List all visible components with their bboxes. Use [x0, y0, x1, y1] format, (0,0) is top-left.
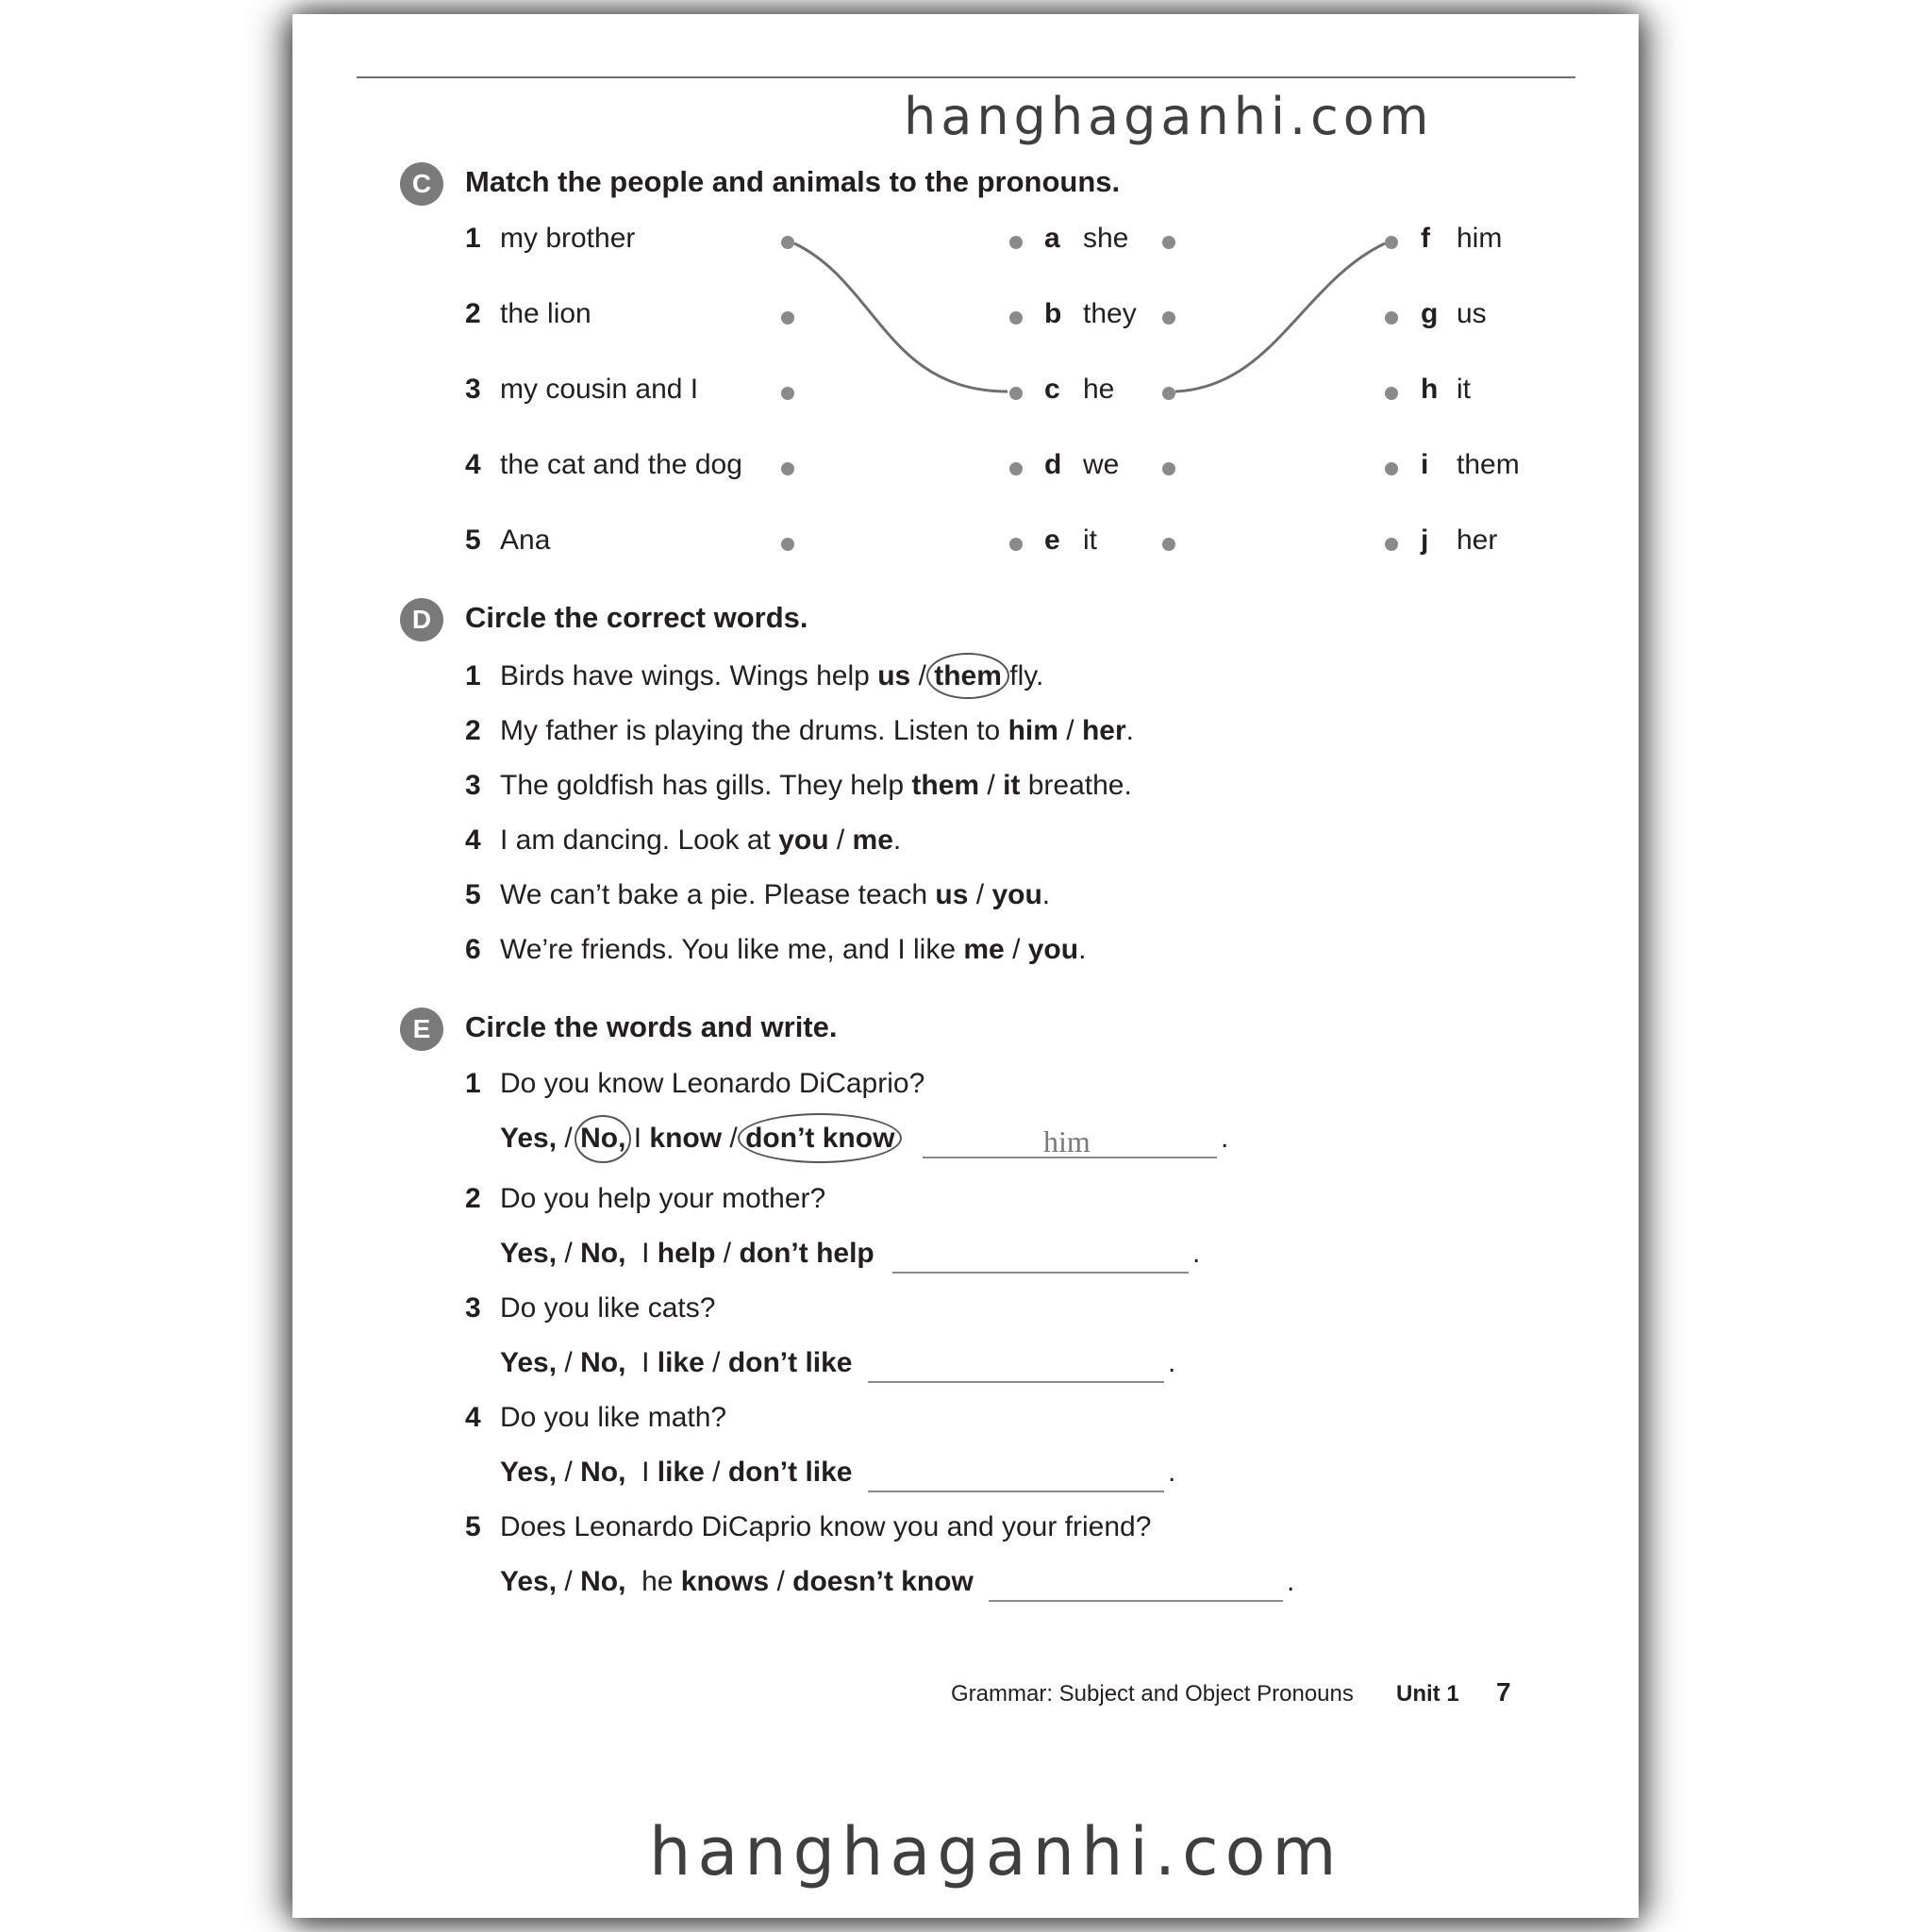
- footer-unit: Unit 1: [1396, 1681, 1459, 1707]
- watermark-top: hanghaganhi.com: [904, 87, 1434, 146]
- match-left-dot[interactable]: [781, 462, 794, 475]
- footer-topic: Grammar: Subject and Object Pronouns: [951, 1681, 1354, 1707]
- match-line-c-f: [1175, 243, 1385, 391]
- match-right-dot[interactable]: [1385, 236, 1398, 249]
- match-middle-dot-left[interactable]: [1009, 387, 1023, 400]
- option-separator: /: [968, 879, 992, 910]
- match-left-number: 5: [465, 525, 481, 556]
- sentence-end: fly.: [1001, 660, 1044, 691]
- answer-blank-line[interactable]: [868, 1381, 1164, 1383]
- match-middle-dot-right[interactable]: [1162, 387, 1175, 400]
- option-yes[interactable]: Yes,: [500, 1347, 558, 1378]
- circle-item-number: 2: [465, 715, 481, 746]
- match-left-number: 4: [465, 449, 481, 480]
- match-left-dot[interactable]: [781, 311, 794, 325]
- option-yes[interactable]: Yes,: [500, 1123, 558, 1154]
- circle-item-number: 4: [465, 824, 481, 856]
- option-separator: /: [1058, 715, 1082, 746]
- option-2[interactable]: it: [1003, 770, 1021, 801]
- option-separator: /: [828, 824, 853, 856]
- option-2[interactable]: you: [1027, 934, 1079, 965]
- option-yes[interactable]: Yes,: [500, 1238, 558, 1269]
- write-item-answer-line: [500, 1457, 853, 1489]
- write-item-number: 4: [465, 1402, 481, 1433]
- write-item-answer-line: [500, 1566, 974, 1598]
- match-left-number: 2: [465, 298, 481, 329]
- answer-blank-line[interactable]: [989, 1600, 1283, 1602]
- write-item-number: 2: [465, 1183, 481, 1214]
- option-separator: /: [557, 1123, 581, 1154]
- answer-blank-line[interactable]: [892, 1272, 1189, 1274]
- option-separator: /: [715, 1238, 740, 1269]
- match-middle-text[interactable]: it: [1083, 525, 1097, 556]
- circle-item-sentence: [500, 770, 1132, 802]
- option-2[interactable]: her: [1081, 715, 1126, 746]
- match-left-text[interactable]: my cousin and I: [500, 374, 699, 405]
- match-right-dot[interactable]: [1385, 311, 1398, 325]
- option-separator: /: [722, 1123, 746, 1154]
- option-verb-negative[interactable]: doesn’t know: [792, 1566, 974, 1597]
- match-right-text[interactable]: him: [1457, 223, 1503, 254]
- option-2[interactable]: you: [991, 879, 1042, 910]
- match-right-letter: g: [1421, 298, 1439, 329]
- option-no[interactable]: No,: [580, 1123, 625, 1154]
- match-right-text[interactable]: her: [1457, 525, 1498, 556]
- match-middle-text[interactable]: we: [1083, 449, 1120, 480]
- option-separator: /: [557, 1457, 581, 1488]
- match-middle-dot-left[interactable]: [1009, 538, 1023, 551]
- option-no[interactable]: No,: [580, 1238, 626, 1269]
- match-right-dot[interactable]: [1385, 462, 1398, 475]
- sentence-end: .: [892, 824, 902, 856]
- match-left-dot[interactable]: [781, 236, 794, 249]
- option-1[interactable]: us: [877, 660, 911, 691]
- answer-period: .: [1287, 1566, 1295, 1597]
- sentence-start: Birds have wings. Wings help: [500, 660, 878, 691]
- match-right-text[interactable]: it: [1457, 374, 1471, 405]
- option-verb-positive[interactable]: like: [657, 1347, 705, 1378]
- sentence-end: .: [1041, 879, 1051, 910]
- handwritten-answer[interactable]: him: [1043, 1124, 1091, 1158]
- match-right-text[interactable]: them: [1457, 449, 1520, 480]
- match-left-text[interactable]: the cat and the dog: [500, 449, 742, 480]
- match-right-dot[interactable]: [1385, 538, 1398, 551]
- option-verb-positive[interactable]: knows: [680, 1566, 770, 1597]
- sentence-end: .: [1125, 715, 1134, 746]
- option-separator: /: [1004, 934, 1028, 965]
- match-left-text[interactable]: the lion: [500, 298, 591, 329]
- match-left-dot[interactable]: [781, 538, 794, 551]
- match-middle-letter: e: [1044, 525, 1060, 556]
- match-middle-dot-right[interactable]: [1162, 236, 1175, 249]
- sentence-end: breathe.: [1020, 770, 1132, 801]
- circle-item-sentence: [500, 824, 901, 857]
- write-item-number: 1: [465, 1068, 481, 1099]
- match-middle-dot-left[interactable]: [1009, 311, 1023, 325]
- option-verb-negative[interactable]: don’t like: [727, 1457, 853, 1488]
- circle-item-sentence: [500, 715, 1134, 747]
- answer-subject: he: [625, 1566, 681, 1597]
- option-separator: /: [979, 770, 1004, 801]
- answer-subject: I: [625, 1347, 658, 1378]
- match-left-number: 1: [465, 223, 481, 254]
- option-1[interactable]: you: [778, 824, 829, 856]
- match-middle-text[interactable]: they: [1083, 298, 1137, 329]
- match-right-letter: j: [1421, 525, 1429, 556]
- circle-item-sentence: [500, 879, 1050, 911]
- answer-circle: [738, 1113, 902, 1163]
- answer-subject: I: [625, 1238, 658, 1269]
- option-1[interactable]: them: [911, 770, 980, 801]
- match-middle-letter: a: [1044, 223, 1060, 254]
- match-right-letter: i: [1421, 449, 1429, 480]
- watermark-bottom: hanghaganhi.com: [649, 1813, 1343, 1890]
- match-right-letter: f: [1421, 223, 1430, 254]
- match-left-dot[interactable]: [781, 387, 794, 400]
- option-yes[interactable]: Yes,: [500, 1566, 558, 1597]
- match-right-text[interactable]: us: [1457, 298, 1487, 329]
- option-yes[interactable]: Yes,: [500, 1457, 558, 1488]
- section-e-title: Circle the words and write.: [465, 1010, 838, 1043]
- match-left-text[interactable]: Ana: [500, 525, 551, 556]
- option-2[interactable]: me: [852, 824, 893, 856]
- match-right-letter: h: [1421, 374, 1439, 405]
- option-separator: /: [704, 1347, 728, 1378]
- answer-blank-line[interactable]: [868, 1491, 1164, 1492]
- match-middle-text[interactable]: she: [1083, 223, 1129, 254]
- option-separator: /: [557, 1566, 581, 1597]
- section-c-badge: C: [400, 162, 443, 206]
- sentence-start: My father is playing the drums. Listen to: [500, 715, 1008, 746]
- option-no[interactable]: No,: [580, 1566, 626, 1597]
- match-middle-letter: b: [1044, 298, 1062, 329]
- write-item-question: Do you like cats?: [500, 1292, 716, 1324]
- write-item-question: Do you like math?: [500, 1402, 727, 1433]
- option-separator: /: [769, 1566, 793, 1597]
- option-1[interactable]: me: [963, 934, 1005, 965]
- match-middle-text[interactable]: he: [1083, 374, 1115, 405]
- option-1[interactable]: him: [1008, 715, 1058, 746]
- option-1[interactable]: us: [935, 879, 969, 910]
- write-item-question: Does Leonardo DiCaprio know you and your friend?: [500, 1511, 1152, 1542]
- match-line-1-c: [794, 243, 1008, 391]
- option-verb-positive[interactable]: help: [657, 1238, 716, 1269]
- option-verb-negative[interactable]: don’t help: [739, 1238, 874, 1269]
- answer-period: .: [1192, 1238, 1201, 1269]
- circle-item-number: 6: [465, 934, 481, 965]
- circle-item-number: 3: [465, 770, 481, 801]
- option-verb-positive[interactable]: like: [657, 1457, 705, 1488]
- match-left-number: 3: [465, 374, 481, 405]
- write-item-answer-line: [500, 1347, 853, 1379]
- option-verb-positive[interactable]: know: [649, 1123, 723, 1154]
- option-separator: /: [704, 1457, 728, 1488]
- option-verb-negative[interactable]: don’t like: [727, 1347, 853, 1378]
- match-middle-letter: d: [1044, 449, 1062, 480]
- write-item-answer-line: [500, 1123, 894, 1155]
- write-item-question: Do you help your mother?: [500, 1183, 826, 1214]
- answer-subject: I: [625, 1123, 650, 1154]
- match-middle-dot-left[interactable]: [1009, 462, 1023, 475]
- sentence-start: I am dancing. Look at: [500, 824, 779, 856]
- section-e-badge: E: [400, 1008, 443, 1051]
- match-left-text[interactable]: my brother: [500, 223, 636, 254]
- answer-circle: [926, 653, 1009, 699]
- section-d-title: Circle the correct words.: [465, 601, 808, 634]
- option-no[interactable]: No,: [580, 1347, 626, 1378]
- match-middle-dot-left[interactable]: [1009, 236, 1023, 249]
- footer-page-number: 7: [1496, 1677, 1511, 1707]
- sentence-start: We can’t bake a pie. Please teach: [500, 879, 936, 910]
- answer-circle: [575, 1115, 631, 1163]
- write-item-answer-line: [500, 1238, 874, 1270]
- circle-item-sentence: [500, 660, 1043, 692]
- option-no[interactable]: No,: [580, 1457, 626, 1488]
- section-d-badge: D: [400, 598, 443, 641]
- circle-item-sentence: [500, 934, 1086, 966]
- sentence-start: We’re friends. You like me, and I like: [500, 934, 964, 965]
- sentence-start: The goldfish has gills. They help: [500, 770, 912, 801]
- option-separator: /: [910, 660, 935, 691]
- match-middle-dot-right[interactable]: [1162, 462, 1175, 475]
- match-middle-letter: c: [1044, 374, 1060, 405]
- sentence-end: .: [1078, 934, 1087, 965]
- write-item-number: 3: [465, 1292, 481, 1324]
- option-separator: /: [557, 1347, 581, 1378]
- answer-subject: I: [625, 1457, 658, 1488]
- match-middle-dot-right[interactable]: [1162, 311, 1175, 325]
- section-c-title: Match the people and animals to the pronouns.: [465, 165, 1121, 198]
- match-middle-dot-right[interactable]: [1162, 538, 1175, 551]
- option-separator: /: [557, 1238, 581, 1269]
- write-item-question: Do you know Leonardo DiCaprio?: [500, 1068, 925, 1099]
- circle-item-number: 1: [465, 660, 481, 691]
- write-item-number: 5: [465, 1511, 481, 1542]
- answer-period: .: [1168, 1457, 1176, 1488]
- answer-period: .: [1168, 1347, 1176, 1378]
- circle-item-number: 5: [465, 879, 481, 910]
- option-verb-negative[interactable]: don’t know: [745, 1123, 894, 1154]
- match-right-dot[interactable]: [1385, 387, 1398, 400]
- option-2[interactable]: them: [934, 660, 1002, 691]
- answer-period: .: [1221, 1123, 1229, 1154]
